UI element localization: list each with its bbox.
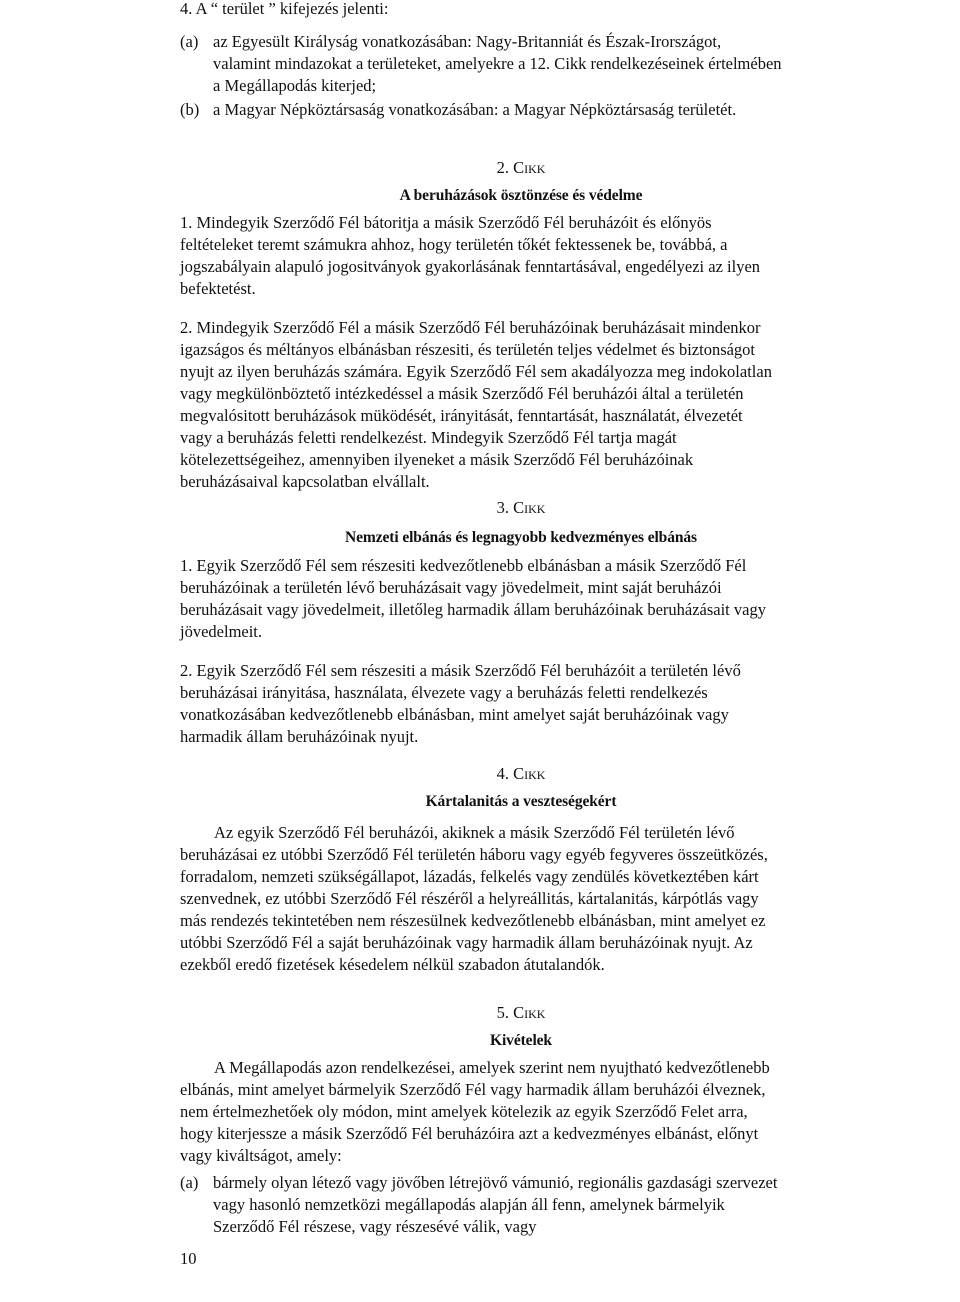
item-4-a-text: az Egyesült Királyság vonatkozásában: Nagy-Britanniát és Észak-Irországot, valamint mindazokat a területeket, amelyekre a 12. Cikk rendelkezéseinek értelmében a Megállapodás kiterjed; — [213, 32, 782, 95]
article-3-number: 3. Cikk — [496, 498, 546, 517]
article-5-item-a-label: (a) — [180, 1173, 199, 1192]
article-4-title: Kártalanitás a veszteségekért — [425, 793, 617, 810]
article-2-paragraph-2: 2. Mindegyik Szerződő Fél a másik Szerződő Fél beruházóinak beruházásait mindenkor igazságos és méltányos elbánásban részesiti, és területén teljes védelmet és biztonságot nyujt az ilyen beruházás számára. Egyik Szerződő Fél sem akadályozza meg indokolatlan vagy megkülönböztető intézkedéssel a másik Szerződő Fél beruházói által a területén megvalósitott beruházások müködését, irányitását, fenntartását, használatát, élvezetét vagy a beruházás feletti rendelkezést. Mindegyik Szerződő Fél tartja magát kötelezettségeihez, amennyiben ilyeneket a másik Szerződő Fél beruházóinak beruházásaival kapcsolatban elvállalt. — [180, 318, 772, 491]
article-3-paragraph-1: 1. Egyik Szerződő Fél sem részesiti kedvezőtlenebb elbánásban a másik Szerződő Fél beruházóinak a területén lévő beruházásait vagy jövedelmeit, mint saját beruházói beruházásait vagy jövedelmeit, illetőleg harmadik állam beruházóinak beruházásait vagy jövedelmeit. — [180, 556, 766, 641]
item-4-b-label: (b) — [180, 100, 200, 119]
article-2-number: 2. Cikk — [496, 158, 546, 177]
article-3-title: Nemzeti elbánás és legnagyobb kedvezményes elbánás — [345, 529, 697, 546]
item-4-b — [180, 99, 862, 121]
article-5-number: 5. Cikk — [496, 1003, 546, 1022]
article-4-paragraph: Az egyik Szerződő Fél beruházói, akiknek a másik Szerződő Fél területén lévő beruházásai ez utóbbi Szerződő Fél területén háboru vagy egyéb fegyveres összeütközés, forradalom, nemzeti szükségállapot, lázadás, felkelés vagy zendülés következtében kárt szenvednek, ez utóbbi Szerződő Fél részéről a helyreállitás, kártalanitás, kárpótlás vagy más rendezés tekintetében nem részesülnek kedvezőtlenebb elbánásban, mint amelyet ez utóbbi Szerződő Fél a saját beruházóinak vagy harmadik állam beruházóinak nyujt. Az ezekből eredő fizetések késedelem nélkül szabadon átutalandók. — [180, 823, 768, 974]
item-4-a — [180, 31, 862, 97]
article-2-title: A beruházások ösztönzése és védelme — [399, 187, 643, 204]
article-5-title: Kivételek — [490, 1032, 552, 1049]
article-2-paragraph-1: 1. Mindegyik Szerződő Fél bátoritja a másik Szerződő Fél beruházóit és előnyös feltételeket teremt számukra ahhoz, hogy területén tőkét fektessenek be, továbbá, a jogszabályain alapuló jogositványok gyakorlásának fenntartásával, engedélyezi az ilyen befektetést. — [180, 213, 761, 298]
article-5-paragraph: A Megállapodás azon rendelkezései, amelyek szerint nem nyujtható kedvezőtlenebb elbánás, mint amelyet bármelyik Szerződő Fél vagy harmadik állam beruházói élveznek, nem értelmezhetőek oly módon, mint amelyek kötelezik az egyik Szerződő Felet arra, hogy kiterjessze a másik Szerződő Fél beruházóira azt a kedvezményes elbánást, előnyt vagy kiváltságot, amely: — [180, 1058, 770, 1165]
item-4-b-text: a Magyar Népköztársaság vonatkozásában: a Magyar Népköztársaság területét. — [213, 100, 737, 119]
item-4-heading: 4. A “ terület ” kifejezés jelenti: — [180, 0, 389, 18]
article-3-paragraph-2: 2. Egyik Szerződő Fél sem részesiti a másik Szerződő Fél beruházóit a területén lévő beruházásai irányitása, használata, élvezete vagy a beruházás feletti rendelkezés vonatkozásában kedvezőtlenebb elbánásban, mint amelyet saját beruházóinak vagy harmadik állam beruházóinak nyujt. — [180, 661, 741, 746]
article-5-item-a-text: bármely olyan létező vagy jövőben létrejövő vámunió, regionális gazdasági szervezet vagy hasonló nemzetközi megállapodás alapján áll fenn, amelynek bármelyik Szerződő Fél részese, vagy részesévé válik, vagy — [213, 1173, 778, 1236]
article-4-number: 4. Cikk — [496, 764, 546, 783]
item-4-a-label: (a) — [180, 32, 199, 51]
page-number: 10 — [180, 1249, 197, 1268]
article-5-item-a — [180, 1172, 862, 1238]
